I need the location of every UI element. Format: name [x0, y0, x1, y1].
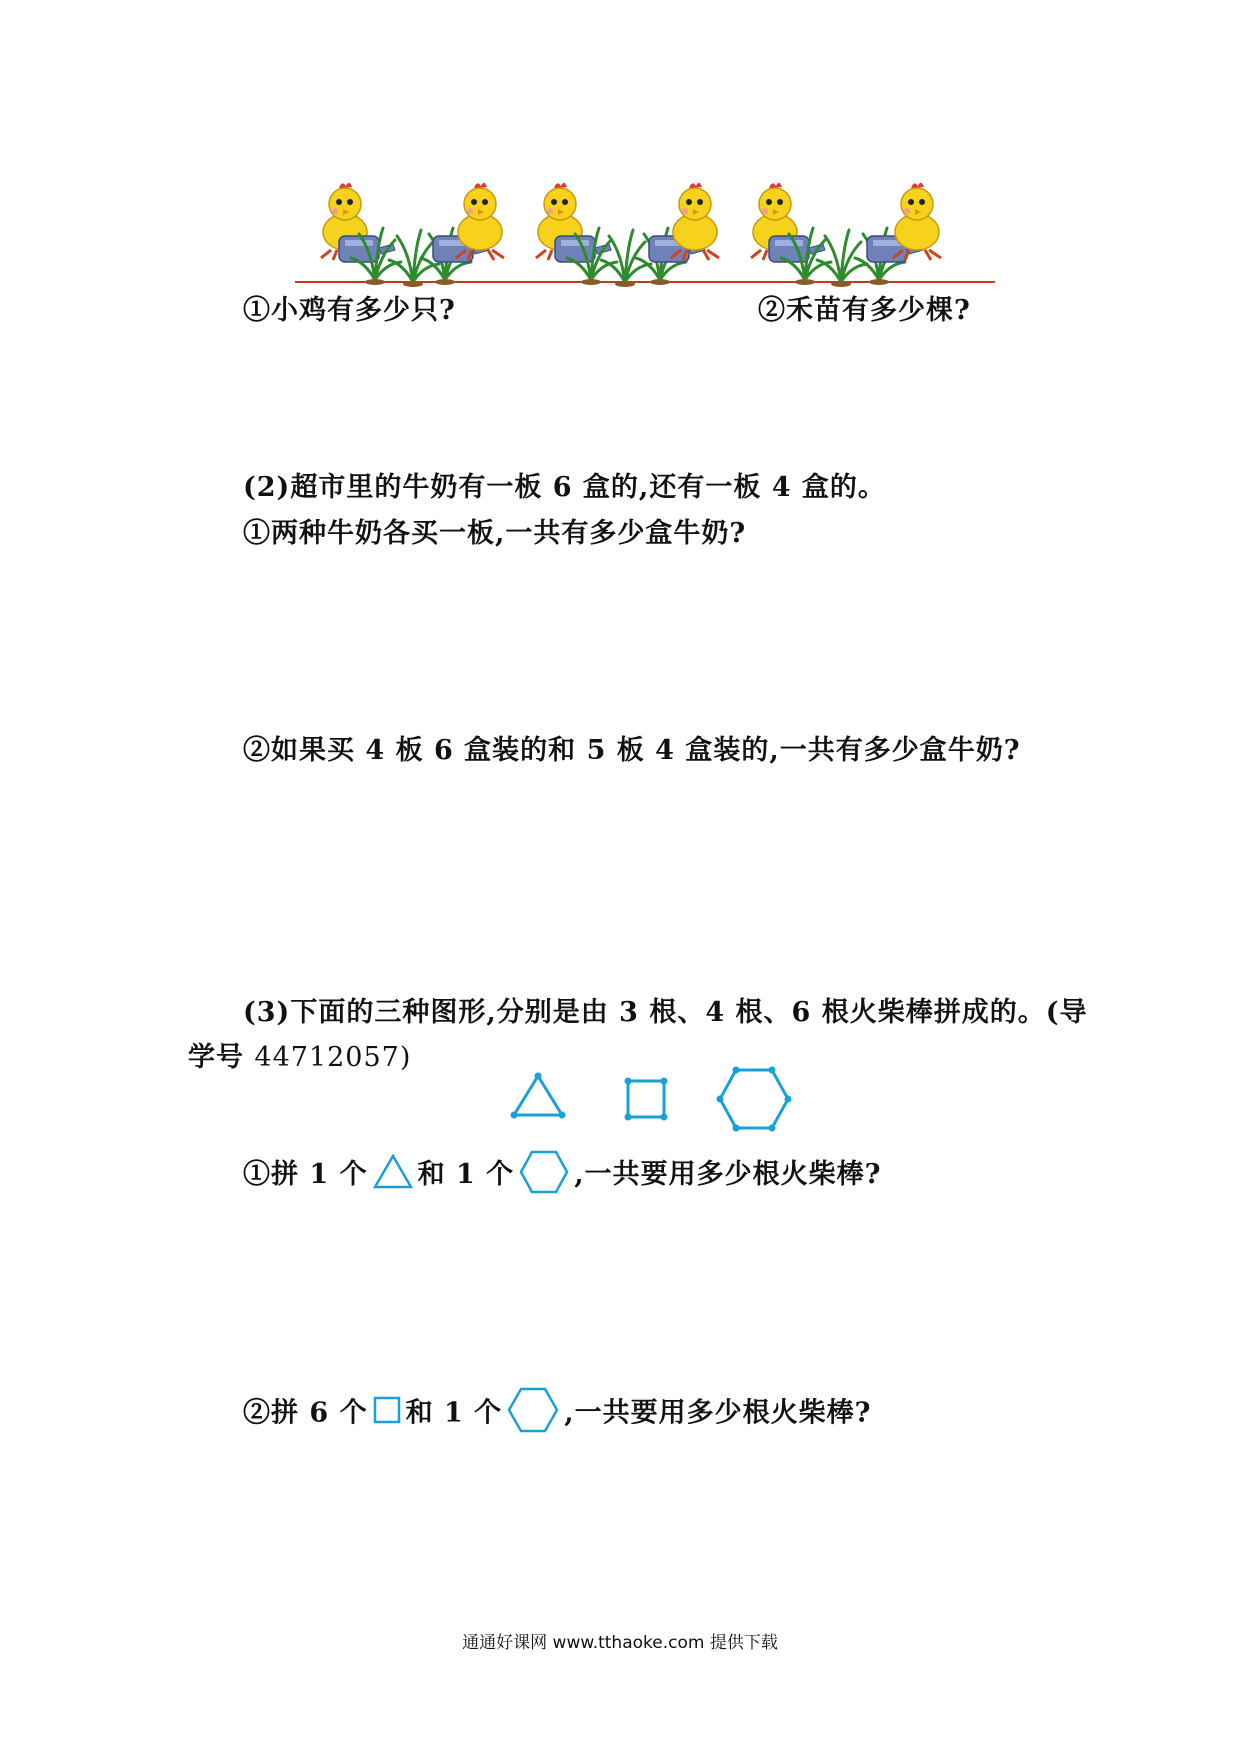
chick-count-question: ①小鸡有多少只?	[243, 295, 456, 326]
download-source-footer: 通通好课网 www.tthaoke.com 提供下载	[462, 1633, 778, 1653]
study-number-value: 44712057)	[254, 1042, 412, 1073]
matchstick-problem-stem-continued	[188, 1035, 411, 1074]
hexagon-inline-icon	[506, 1386, 560, 1434]
hexagon-inline-icon	[518, 1149, 570, 1195]
question-2-part-a: ②拼 6 个	[243, 1397, 368, 1429]
milk-question-1: ①两种牛奶各买一板,一共有多少盒牛奶?	[243, 518, 747, 549]
question-2-part-b: 和 1 个	[405, 1397, 503, 1429]
chicks-watering-seedlings-illustration	[295, 162, 1005, 302]
study-number-label: 学号	[188, 1042, 255, 1073]
matchstick-square-icon	[624, 1077, 668, 1121]
matchstick-hexagon-icon	[716, 1066, 792, 1132]
milk-problem-stem: (2)超市里的牛奶有一板 6 盒的,还有一板 4 盒的。	[243, 472, 886, 503]
matchstick-question-2	[243, 1390, 871, 1438]
triangle-inline-icon	[372, 1153, 414, 1191]
square-inline-icon	[372, 1395, 402, 1425]
question-1-part-c: ,一共要用多少根火柴棒?	[574, 1159, 882, 1190]
question-1-part-b: 和 1 个	[417, 1159, 515, 1190]
question-2-part-c: ,一共要用多少根火柴棒?	[564, 1397, 872, 1429]
milk-question-2: ②如果买 4 板 6 盒装的和 5 板 4 盒装的,一共有多少盒牛奶?	[243, 735, 1021, 766]
matchstick-triangle-icon	[510, 1073, 566, 1119]
matchstick-problem-stem: (3)下面的三种图形,分别是由 3 根、4 根、6 根火柴棒拼成的。(导	[243, 997, 1088, 1028]
seedling-count-question: ②禾苗有多少棵?	[758, 295, 971, 326]
matchstick-question-1	[243, 1152, 881, 1199]
question-1-part-a: ①拼 1 个	[243, 1159, 368, 1190]
